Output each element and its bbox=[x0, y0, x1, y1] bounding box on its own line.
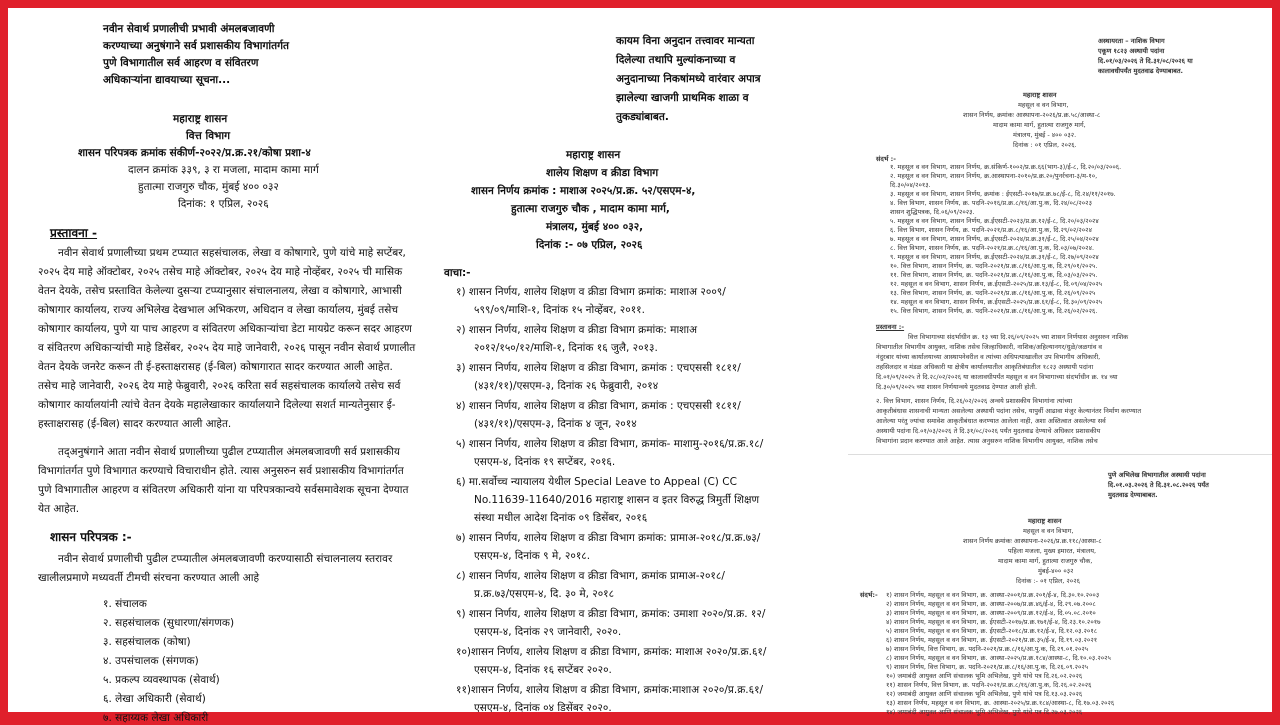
ref-line: १४. महसूल व वन विभाग, शासन निर्णय, क्र.ईएसटी-२०२५/प्र.क्र.६१/ई-८, दि.३०/०९/२०२५ bbox=[890, 298, 1103, 306]
para-line: २०२५ देय माहे ऑक्टोबर, २०२५ तसेच माहे ऑक्टोबर, २०२५ देय माहे नोव्हेंबर, २०२५ ची मासिक bbox=[38, 266, 403, 278]
para-line: नवीन सेवार्थ प्रणालीच्या प्रथम टप्प्यात सहसंचालक, लेखा व कोषागारे, पुणे यांचे माहे सप्टेंबर, bbox=[58, 247, 406, 259]
reading-line: प्र.क्र.७३/एसएम-४, दि. ३० मे, २०१८ bbox=[474, 588, 615, 600]
ref-line: २. महसूल व वन विभाग, शासन निर्णय, क्र.आस्थापना-२०१०/प्र.क्र.२०/पुनर्रचना-३/म-१०, bbox=[890, 172, 1098, 180]
list-item: ५. प्रकल्प व्यवस्थापक (सेवार्थ) bbox=[103, 674, 220, 686]
reading-line: १०)शासन निर्णय, शालेय शिक्षण व क्रीडा विभाग, क्रमांक: माशाअ २०२०/प्र.क्र.६१/ bbox=[456, 646, 767, 658]
list-item: ४. उपसंचालक (संगणक) bbox=[103, 655, 199, 667]
reading-line: एसएम-४, दिनांक २९ जानेवारी, २०२०. bbox=[474, 626, 622, 638]
ref-line: ११. वित्त विभाग, शासन निर्णय, क्र. पदनि-२०२१/प्र.क्र.८/१६/आ.पु.क, दि.०३/०३/२०२५. bbox=[890, 271, 1098, 279]
reading-line: ११)शासन निर्णय, शालेय शिक्षण व क्रीडा विभाग, क्रमांक:माशाअ २०२०/प्र.क्र.६१/ bbox=[456, 684, 764, 696]
header-line: महसूल व वन विभाग, bbox=[1018, 101, 1069, 109]
subject-line: कालावधीपर्यंत मुदतवाढ देण्याबाबत. bbox=[1098, 67, 1184, 75]
reading-line: १) शासन निर्णय, शालेय शिक्षण व क्रीडा विभाग क्रमांक: माशाअ २००९/ bbox=[456, 286, 726, 298]
subject-line: कायम विना अनुदान तत्त्वावर मान्यता bbox=[616, 35, 755, 47]
subject-line: अस्थायरता – नाशिक विभाग bbox=[1098, 37, 1165, 45]
reading-line: ४) शासन निर्णय, शालेय शिक्षण व क्रीडा विभाग, क्रमांक : एचएससी १८११/ bbox=[456, 400, 741, 412]
subject-line: दि.०१/०३/२०२६ ते दि.३१/०८/२०२६ या bbox=[1098, 57, 1193, 65]
list-item: १. संचालक bbox=[103, 598, 147, 610]
header-line: महाराष्ट्र शासन bbox=[173, 113, 228, 125]
para-line: आकृतीबंधास शासनाची मान्यता असलेल्या अस्थायी पदांना तसेच, यापुर्वी आढावा मंजुर केल्यानंतर निर्माण करण्यात bbox=[876, 407, 1142, 415]
ref-line: १३. वित्त विभाग, शासन निर्णय, क्र. पदनि-२०२१/प्र.क्र.८/१६/आ.पु.क, दि.२६/०९/२०२५ bbox=[890, 289, 1096, 297]
subject-line: तुकड्यांबाबत. bbox=[616, 111, 669, 123]
header-line: मादाम कामा मार्ग, हुतात्मा राजगुरु मार्ग, bbox=[993, 121, 1086, 129]
ref-line: ८) शासन निर्णय, महसूल व वन विभाग, क्र. आस्था-२०२५/प्र.क्र.१८४/आस्था-८, दि.१०.०३.२०२५ bbox=[886, 654, 1111, 662]
reading-line: एसएम-४, दिनांक १९ सप्टेंबर, २०१६. bbox=[474, 456, 616, 468]
header-line: मंत्रालय, मुंबई - ४०० ०३२. bbox=[1013, 131, 1077, 139]
list-item: २. सहसंचालक (सुधारणा/संगणक) bbox=[103, 617, 235, 629]
ref-line: ७) शासन निर्णय, वित्त विभाग, क्र. पदनि-२०२१/प्र.क्र.८/१६/आ.पु.क, दि.२९.०१.२०२५ bbox=[886, 645, 1089, 653]
reading-line: (४३१/११)/एसएम-३, दिनांक २६ फेब्रुवारी, २०१४ bbox=[474, 380, 659, 392]
ref-line: १५. वित्त विभाग, शासन निर्णय, क्र. पदनि-२०२१/प्र.क्र.८/१६/आ.पु.क, दि.२६/०२/२०२६. bbox=[890, 307, 1098, 315]
para-line: खालीलप्रमाणे मध्यवर्ती टीमची संरचना करण्यात आली आहे bbox=[38, 572, 260, 584]
ref-line: दि.३०/०४/२०१३. bbox=[890, 181, 931, 189]
para-line: कोषागार कार्यालय, पुणे या पाच आहरण व संवितरण अधिकाऱ्यांचा डेटा मायग्रेट करून सदर आहरण bbox=[38, 323, 412, 335]
para-line: तसेच माहे जानेवारी, २०२६ देय माहे फेब्रुवारी, २०२६ करिता सर्व सहसंचालक कार्यालये तसेच सर्व bbox=[38, 380, 401, 392]
header-line: महाराष्ट्र शासन bbox=[566, 149, 621, 161]
para-line: कोषागार कार्यालय, राज्य अभिलेख देखभाल अभिकरण, अधिदान व लेखा कार्यालय, मुंबई तसेच bbox=[38, 304, 398, 316]
para-line: वित्त विभागाच्या संदर्भाधीन क्र. १३ च्या दि.२६/०९/२०२५ च्या शासन निर्णयास अनुसरुन नाशिक bbox=[908, 333, 1129, 341]
ref-line: १. महसूल व वन विभाग, शासन निर्णय, क्र.संकिर्ण-१००२/प्र.क्र.६६(भाग-३)/ई-८, दि.२०/०३/२००६. bbox=[890, 163, 1122, 171]
ref-line: ६. वित्त विभाग, शासन निर्णय, क्र. पदनि-२०२१/प्र.क्र.८/१६/आ.पु.क, दि.२९/०२/२०२४ bbox=[890, 226, 1092, 234]
ref-line: २) शासन निर्णय, महसूल व वन विभाग, क्र. आस्था-२००७/प्र.क्र.४६/ई-४, दि.२९.०७.२००८ bbox=[886, 600, 1096, 608]
reading-line: संस्था मधील आदेश दिनांक ०९ डिसेंबर, २०१६ bbox=[474, 512, 648, 524]
reading-line: ५९९/०९/माशि-१, दिनांक १५ नोव्हेंबर, २०११. bbox=[474, 304, 645, 316]
header-line: दिनांक :- ०७ एप्रिल, २०२६ bbox=[536, 239, 643, 251]
reading-line: एसएम-४, दिनांक ०४ डिसेंबर २०२०. bbox=[474, 702, 612, 714]
reading-line: (४३१/११)/एसएम-३, दिनांक ४ जून, २०१४ bbox=[474, 418, 637, 430]
section-title: वाचा:- bbox=[444, 267, 471, 279]
header-line: मंत्रालय, मुंबई ४०० ०३२, bbox=[546, 221, 644, 233]
page-divider bbox=[848, 454, 1272, 455]
ref-line: १०) जमाबंदी आयुक्त आणि संचालक भूमि अभिलेख, पुणे यांचे पत्र दि.२६.०२.२०२६ bbox=[886, 672, 1083, 680]
subject-line: करण्याच्या अनुषंगाने सर्व प्रशासकीय विभागांतर्गत bbox=[103, 40, 290, 52]
ref-line: ५) शासन निर्णय, महसूल व वन विभाग, क्र. ईएसटी-२०१८/प्र.क्र.१२/ई-४, दि.१२.०३.२०१८ bbox=[886, 627, 1098, 635]
ref-line: ४) शासन निर्णय, महसूल व वन विभाग, क्र. ईएसटी-२०१७/प्र.क्र.१७१/ई-४, दि.२३.१०.२०१७ bbox=[886, 618, 1101, 626]
header-line: शासन निर्णय, क्रमांकः आस्थापना-२०२६/प्र.क्र.५८/आस्था-८ bbox=[963, 111, 1101, 119]
section-title: प्रस्तावना :- bbox=[876, 323, 905, 331]
para-line: दि.०१/०९/२०२५ ते दि.२८/०२/२०२६ या कालावधीपर्यंत महसूल व वन विभागाच्या संदर्भाधीन क्र. १४ च्या bbox=[876, 373, 1118, 381]
ref-line: ६) शासन निर्णय, महसूल व वन विभाग, क्र. ईएसटी-२०२१/प्र.क्र.३५/ई-४, दि.१९.०३.२०२१ bbox=[886, 636, 1098, 644]
para-line: २. वित्त विभाग, शासन निर्णय, दि.२६/०२/२०२६ अन्वये प्रशासकीय विभागांना त्यांच्या bbox=[876, 397, 1073, 405]
list-item: ७. सहाय्यक लेखा अधिकारी bbox=[103, 712, 209, 724]
reading-line: ५) शासन निर्णय, शालेय शिक्षण व क्रीडा विभाग, क्रमांक- माशामु-२०१६/प्र.क्र.१८/ bbox=[456, 438, 764, 450]
subject-line: झालेल्या खाजगी प्राथमिक शाळा व bbox=[616, 92, 749, 104]
para-line: येत आहेत. bbox=[38, 503, 80, 515]
ref-line: ४. वित्त विभाग, शासन निर्णय, क्र. पदनि-२०१६/प्र.क्र.८/१६/आ.पु.क, दि.२४/०८/२०२३ bbox=[890, 199, 1092, 207]
reading-line: २०१२/१५०/१२/माशि-१, दिनांक १६ जुलै, २०१३. bbox=[474, 342, 658, 354]
header-line: मुंबई-४०० ०३२ bbox=[1038, 567, 1074, 575]
header-line: पहिला मजला, मुख्य इमारत, मंत्रालय, bbox=[1008, 547, 1097, 555]
header-line: दिनांक : ०१ एप्रिल, २०२६. bbox=[1013, 141, 1077, 149]
section-title: संदर्भ :- bbox=[876, 155, 896, 163]
para-line: वेतन देयके जनरेट करून ती ई-हस्ताक्षरासह (ई-बिल) कोषागारात सादर करण्यात आली आहेत. bbox=[38, 361, 393, 373]
section-title: प्रस्तावना - bbox=[50, 226, 98, 240]
header-line: शालेय शिक्षण व क्रीडा विभाग bbox=[546, 167, 659, 179]
document-finance-circular bbox=[8, 8, 416, 724]
ref-line: ५. महसूल व वन विभाग, शासन निर्णय, क्र.ईएसटी-२०२३/प्र.क्र.१२/ई-८, दि.२०/०३/२०२४ bbox=[890, 217, 1099, 225]
ref-line: ७. महसूल व वन विभाग, शासन निर्णय, क्र.ईएसटी-२०२४/प्र.क्र.३१/ई-८, दि.२५/०४/२०२४ bbox=[890, 235, 1099, 243]
ref-line: १२. महसूल व वन विभाग, शासन निर्णय, क्र.ईएसटी-२०२५/प्र.क्र.१३/ई-८, दि.०९/०४/२०२५ bbox=[890, 280, 1103, 288]
ref-line: १४) जमाबंदी आयुक्त आणि संचालक भूमि अभिलेख, पुणे यांचे पत्र दि.२७.०३.२०२६ bbox=[886, 708, 1083, 716]
section-title: शासन परिपत्रक :- bbox=[50, 530, 132, 544]
para-line: विभागांना प्रदान करण्यात आले आहेत. त्यास अनुसरुन नाशिक विभागीय आयुक्त, नाशिक तसेच bbox=[876, 437, 1098, 445]
ref-line: १२) जमाबंदी आयुक्त आणि संचालक भूमि अभिलेख, पुणे यांचे पत्र दि.१३.०३.२०२६ bbox=[886, 690, 1083, 698]
para-line: तद्अनुषंगाने आता नवीन सेवार्थ प्रणालीच्या पुढील टप्प्यातील अंमलबजावणी सर्व प्रशासकीय bbox=[58, 446, 400, 458]
ref-line: ३. महसूल व वन विभाग, शासन निर्णय, क्रमांक : ईएसटी-२०१७/प्र.क्र.७८/ई-८, दि.२४/११/२०१७. bbox=[890, 190, 1116, 198]
subject-line: दि.०१.०३.२०२६ ते दि.३१.०८.२०२६ पर्यंत bbox=[1108, 481, 1209, 489]
para-line: व संवितरण अधिकाऱ्यांची माहे डिसेंबर, २०२५ देय माहे जानेवारी, २०२६ पासून नवीन सेवार्थ प्रणालीत bbox=[38, 342, 416, 354]
para-line: आलेल्या परंतु ज्यांचा समावेश आकृतीबंधात करण्यात आलेला नाही, अशा अस्तित्वात असलेल्या सर्व bbox=[876, 417, 1106, 425]
para-line: हस्ताक्षरासह (ई-बिल) सादर करण्यात आली आहेत. bbox=[38, 418, 232, 430]
reading-line: ३) शासन निर्णय, शालेय शिक्षण व क्रीडा विभाग, क्रमांक : एचएससी १८११/ bbox=[456, 362, 741, 374]
reading-line: ९) शासन निर्णय, शालेय शिक्षण व क्रीडा विभाग, क्रमांक: उमाशा २०२०/प्र.क्र. १२/ bbox=[456, 608, 766, 620]
subject-line: अनुदानाच्या निकषांमध्ये वारंवार अपात्र bbox=[616, 73, 761, 85]
subject-line: मुदतवाढ देण्याबाबत. bbox=[1108, 491, 1158, 499]
para-line: अस्थायी पदांना दि.०१/०३/२०२६ ते दि.३१/०८/२०२६ पर्यंत मुदतवाढ देण्याचे अधिकार प्रशासकीय bbox=[876, 427, 1101, 435]
header-line: दिनांक: १ एप्रिल, २०२६ bbox=[178, 198, 269, 210]
para-line: दि.३०/०९/२०२५ च्या शासन निर्णयान्वये मुदतवाढ देण्यात आली होती. bbox=[876, 383, 1038, 391]
header-line: शासन निर्णय क्रमांक : माशाअ २०२५/प्र.क्र. ५२/एसएम-४, bbox=[471, 185, 696, 197]
subject-line: पुणे अभिलेख विभागातील अस्थायी पदांना bbox=[1108, 471, 1206, 479]
ref-line: शासन शुद्धिपत्रक, दि.०६/०९/२०२३. bbox=[890, 208, 975, 216]
document-school-education-gr bbox=[436, 8, 816, 712]
header-line: दिनांक :- ०१ एप्रिल, २०२६ bbox=[1016, 577, 1080, 585]
header-line: मादाम कामा मार्ग, हुतात्मा राजगुरु चौक, bbox=[998, 557, 1093, 565]
para-line: कोषागार कार्यालयांनी त्यांचे वेतन देयके महालेखाकार कार्यालयाने दिलेल्या सशर्त मान्यतेनुसार ई- bbox=[38, 399, 396, 411]
subject-line: नवीन सेवार्थ प्रणालीची प्रभावी अंमलबजावणी bbox=[103, 23, 275, 35]
header-line: शासन परिपत्रक क्रमांक संकीर्ण-२०२२/प्र.क्र.२१/कोषा प्रशा-४ bbox=[78, 147, 311, 159]
subject-line: दिलेल्या तथापि मुल्यांकनाच्या व bbox=[616, 54, 736, 66]
ref-line: ११) शासन निर्णय, वित्त विभाग, क्र. पदनि-२०२१/प्र.क्र.८/१६/आ.पु.क, दि.२६.०२.२०२६ bbox=[886, 681, 1092, 689]
para-line: नवीन सेवार्थ प्रणालीची पुढील टप्प्यातील अंमलबजावणी करण्यासाठी संचालनालय स्तरावर bbox=[58, 553, 393, 565]
reading-line: No.11639-11640/2016 महाराष्ट्र शासन व इतर विरुद्ध त्रिमुर्ती शिक्षण bbox=[474, 494, 760, 506]
subject-line: पुणे विभागातील सर्व आहरण व संवितरण bbox=[103, 57, 259, 69]
header-line: महाराष्ट्र शासन bbox=[1023, 91, 1057, 99]
para-line: नंदुरबार यांच्या कार्यालयाच्या आस्थापनेवरील व त्यांच्या अधिपत्याखालील उप विभागीय अधिकारी, bbox=[876, 353, 1101, 361]
list-item: ३. सहसंचालक (कोषा) bbox=[103, 636, 191, 648]
para-line: विभागातील विभागीय आयुक्त, नाशिक तसेच जिल्हाधिकारी, नाशिक/अहिल्यानगर/धुळे/जळगांव व bbox=[876, 343, 1102, 351]
subject-line: अधिकाऱ्यांना द्यावयाच्या सूचना... bbox=[103, 74, 231, 86]
reading-line: एसएम-४, दिनांक १६ सप्टेंबर २०२०. bbox=[474, 664, 612, 676]
reading-line: ६) मा.सर्वोच्च न्यायालय येथील Special Leave to Appeal (C) CC bbox=[456, 476, 737, 488]
header-line: वित्त विभाग bbox=[186, 130, 231, 142]
document-revenue-forest-gr bbox=[848, 8, 1272, 716]
ref-line: ३) शासन निर्णय, महसूल व वन विभाग, क्र. आस्था-२००९/प्र.क्र.१२/ई-४, दि.०५.०८.२०१० bbox=[886, 609, 1096, 617]
list-item: ६. लेखा अधिकारी (सेवार्थ) bbox=[103, 693, 206, 705]
para-line: वेतन देयके, तसेच प्रस्तावित केलेल्या दुसऱ्या टप्प्यानुसार संचालनालय, लेखा व कोषागारे, आभासी bbox=[38, 285, 402, 297]
header-line: महसूल व वन विभाग, bbox=[1023, 527, 1074, 535]
ref-line: १०. वित्त विभाग, शासन निर्णय, क्र. पदनि-२०२१/प्र.क्र.८/१६/आ.पु.क, दि.२९/०१/२०२५. bbox=[890, 262, 1098, 270]
header-line: हुतात्मा राजगुरु चौक, मुंबई ४०० ०३२ bbox=[138, 181, 279, 193]
subject-line: एकूण १८२३ अस्थायी पदांना bbox=[1098, 47, 1165, 55]
ref-line: ९) शासन निर्णय, वित्त विभाग, क्र. पदनि-२०२१/प्र.क्र.८/१६/आ.पु.क, दि.२६.०९.२०२५ bbox=[886, 663, 1089, 671]
reading-line: एसएम-४, दिनांक ९ मे, २०१८. bbox=[474, 550, 591, 562]
reading-line: ७) शासन निर्णय, शालेय शिक्षण व क्रीडा विभाग क्रमांक: प्रामाअ-२०१८/प्र.क्र.७३/ bbox=[456, 532, 761, 544]
section-title: संदर्भ:- bbox=[860, 591, 878, 599]
header-line: दालन क्रमांक ३३९, ३ रा मजला, मादाम कामा मार्ग bbox=[128, 164, 319, 176]
header-line: हुतात्मा राजगुरु चौक , मादाम कामा मार्ग, bbox=[511, 203, 670, 215]
collage-frame bbox=[8, 8, 1272, 724]
para-line: पुणे विभागातील आहरण व संवितरण अधिकारी यांना या परिपत्रकान्वये सर्वसमावेशक सूचना देण्यात bbox=[38, 484, 409, 496]
para-line: तहसिलदार व मंडळ अधिकारी या क्षेत्रीय कार्यालयातील आकृतिबंधातील १८२३ अस्थायी पदांना bbox=[876, 363, 1094, 371]
header-line: शासन निर्णय क्रमांकः आस्थापना-२०२६/प्र.क्र.११८/आस्था-८ bbox=[963, 537, 1102, 545]
header-line: महाराष्ट्र शासन bbox=[1028, 517, 1062, 525]
ref-line: १३) शासन निर्णय, महसूल व वन विभाग, क्र. आस्था-२०२५/प्र.क्र.१८४/आस्था-८, दि.१७.०३.२०२६ bbox=[886, 699, 1115, 707]
ref-line: १) शासन निर्णय, महसूल व वन विभाग, क्र. आस्था-२००१/प्र.क्र.२०१/ई-४, दि.३०.१०.२००३ bbox=[886, 591, 1100, 599]
reading-line: २) शासन निर्णय, शालेय शिक्षण व क्रीडा विभाग क्रमांक: माशाअ bbox=[456, 324, 698, 336]
ref-line: ८. वित्त विभाग, शासन निर्णय, क्र. पदनि-२०२१/प्र.क्र.८/१६/आ.पु.क, दि.०३/०७/२०२४. bbox=[890, 244, 1095, 252]
para-line: विभागांतर्गत पुणे विभागात करण्याचे विचाराधीन होते. त्यास अनुसरुन सर्व प्रशासकीय विभागांतर्गत bbox=[38, 465, 404, 477]
ref-line: ९. महसूल व वन विभाग, शासन निर्णय, क्र.ईएसटी-२०२४/प्र.क्र.३१/ई-८, दि.२७/०९/२०२४ bbox=[890, 253, 1099, 261]
reading-line: ८) शासन निर्णय, शालेय शिक्षण व क्रीडा विभाग, क्रमांक प्रामाअ-२०१८/ bbox=[456, 570, 725, 582]
